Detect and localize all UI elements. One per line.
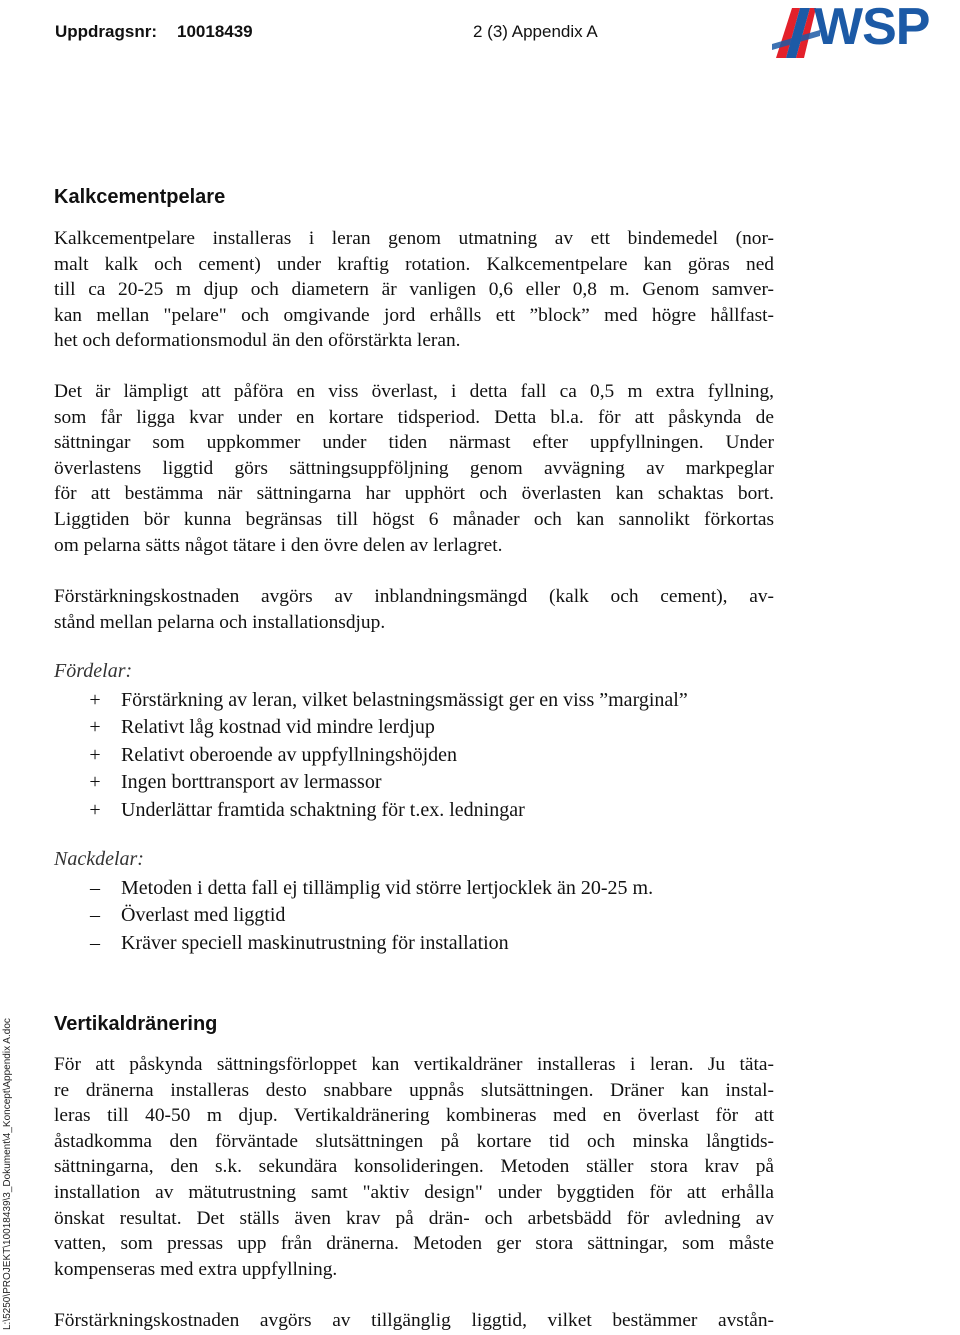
text-line: till ca 20-25 m djup och diametern är vanligen 0,6 eller 0,8 m. Genom samver- xyxy=(54,279,774,301)
list-item xyxy=(86,714,688,741)
file-path-text: L:\5250\PROJEKT\10018439\3_Dokument\4_Koncept\Appendix A.doc xyxy=(2,1018,13,1330)
section-title-vertikaldranering: Vertikaldränering xyxy=(54,1013,218,1035)
text-line: kompenseras med extra uppfyllning. xyxy=(54,1258,338,1280)
paragraph-vert-2 xyxy=(54,1308,774,1334)
text-line: malt kalk och cement) under kraftig rotation. Kalkcementpelare kan göras ned xyxy=(54,253,774,275)
paragraph-kalk-1 xyxy=(54,226,774,354)
list-item xyxy=(86,930,653,957)
text-line: Kalkcementpelare installeras i leran genom utmatning av ett bindemedel (nor- xyxy=(54,228,774,249)
text-line: Förstärkningskostnaden avgörs av inblandningsmängd (kalk och cement), av- xyxy=(54,586,774,607)
text-line: vatten, som pressas upp från dränerna. Metoden ger stora sättningar, som måste xyxy=(54,1233,774,1255)
plus-icon: + xyxy=(89,798,101,821)
page-indicator: 2 (3) Appendix A xyxy=(473,22,598,41)
text-line: som får ligga kvar under en kortare tidsperiod. Detta bl.a. för att påskynda de xyxy=(54,406,774,428)
plus-icon: + xyxy=(89,743,101,766)
text-line: önskat resultat. Det ställs även krav på drän- och arbetsbädd för avledning av xyxy=(54,1207,774,1229)
cons-list xyxy=(86,875,653,957)
section-title-kalkcementpelare: Kalkcementpelare xyxy=(54,186,226,208)
list-item-text: Relativt oberoende av uppfyllningshöjden xyxy=(121,743,458,766)
plus-icon: + xyxy=(89,689,101,711)
text-line: För att påskynda sättningsförloppet kan vertikaldräner installeras i leran. Ju täta- xyxy=(54,1054,774,1075)
dash-icon: – xyxy=(90,904,100,927)
text-line: för att bestämma när sättningarna har upphört och överlasten kan schaktas bort. xyxy=(54,483,774,505)
text-line: Förstärkningskostnaden avgörs av tillgänglig liggtid, vilket bestämmer avstån- xyxy=(54,1310,774,1331)
plus-icon: + xyxy=(89,716,101,739)
dash-icon: – xyxy=(90,877,100,899)
list-item-text: Ingen borttransport av lermassor xyxy=(121,771,382,794)
text-line: Liggtiden bör kunna begränsas till högst 6 månader och kan sannolikt förkortas xyxy=(54,508,774,530)
list-item xyxy=(86,769,688,796)
list-item-text: Metoden i detta fall ej tillämplig vid större lertjocklek än 20-25 m. xyxy=(121,877,654,899)
cons-label: Nackdelar: xyxy=(54,848,144,870)
list-item xyxy=(86,875,653,902)
list-item-text: Överlast med liggtid xyxy=(121,904,286,927)
text-line: överlastens liggtid görs sättningsuppföljning genom avvägning av markpeglar xyxy=(54,457,774,479)
list-item xyxy=(86,797,688,824)
text-line: sättningarna, den s.k. sekundära konsolideringen. Metoden ställer stora krav på xyxy=(54,1156,774,1178)
plus-icon: + xyxy=(89,771,101,794)
text-line: Det är lämpligt att påföra en viss överlast, i detta fall ca 0,5 m extra fyllning, xyxy=(54,381,774,402)
paragraph-kalk-2 xyxy=(54,379,774,558)
text-line: re dränerna installeras desto snabbare uppnås slutsättningen. Dräner kan instal- xyxy=(54,1079,774,1101)
text-line: om pelarna sätts något tätare i den övre delen av lerlagret. xyxy=(54,534,503,556)
text-line: kan mellan "pelare" och omgivande jord erhålls ett ”block” med högre hållfast- xyxy=(54,304,774,326)
list-item xyxy=(86,687,688,714)
text-line: åstadkomma den förväntade slutsättningen på kortare tid och minska långtids- xyxy=(54,1130,774,1152)
text-line: sättningar som uppkommer under tiden närmast efter uppfyllningen. Under xyxy=(54,432,774,454)
paragraph-vert-1 xyxy=(54,1052,774,1282)
text-line: het och deformationsmodul än den oförstärkta leran. xyxy=(54,330,461,352)
pros-list xyxy=(86,687,688,824)
page-header xyxy=(55,22,695,48)
pros-label: Fördelar: xyxy=(54,660,133,682)
list-item xyxy=(86,742,688,769)
list-item xyxy=(86,902,653,929)
list-item-text: Förstärkning av leran, vilket belastningsmässigt ger en viss ”marginal” xyxy=(121,689,688,711)
paragraph-kalk-3 xyxy=(54,584,774,635)
assignment-label: Uppdragsnr: xyxy=(55,22,157,41)
list-item-text: Underlättar framtida schaktning för t.ex. ledningar xyxy=(121,798,525,821)
text-line: leras till 40-50 m djup. Vertikaldränering kombineras med en överlast för att xyxy=(54,1105,774,1127)
list-item-text: Kräver speciell maskinutrustning för installation xyxy=(121,931,509,954)
wsp-logo xyxy=(770,0,960,62)
file-path-margin xyxy=(1,980,15,1330)
assignment-number: 10018439 xyxy=(177,22,253,41)
text-line: stånd mellan pelarna och installationsdjup. xyxy=(54,611,386,633)
text-line: installation av mätutrustning samt "aktiv design" under byggtiden för att erhålla xyxy=(54,1181,774,1203)
list-item-text: Relativt låg kostnad vid mindre lerdjup xyxy=(121,716,435,739)
dash-icon: – xyxy=(90,931,100,954)
wsp-logo-text: WSP xyxy=(814,0,930,56)
